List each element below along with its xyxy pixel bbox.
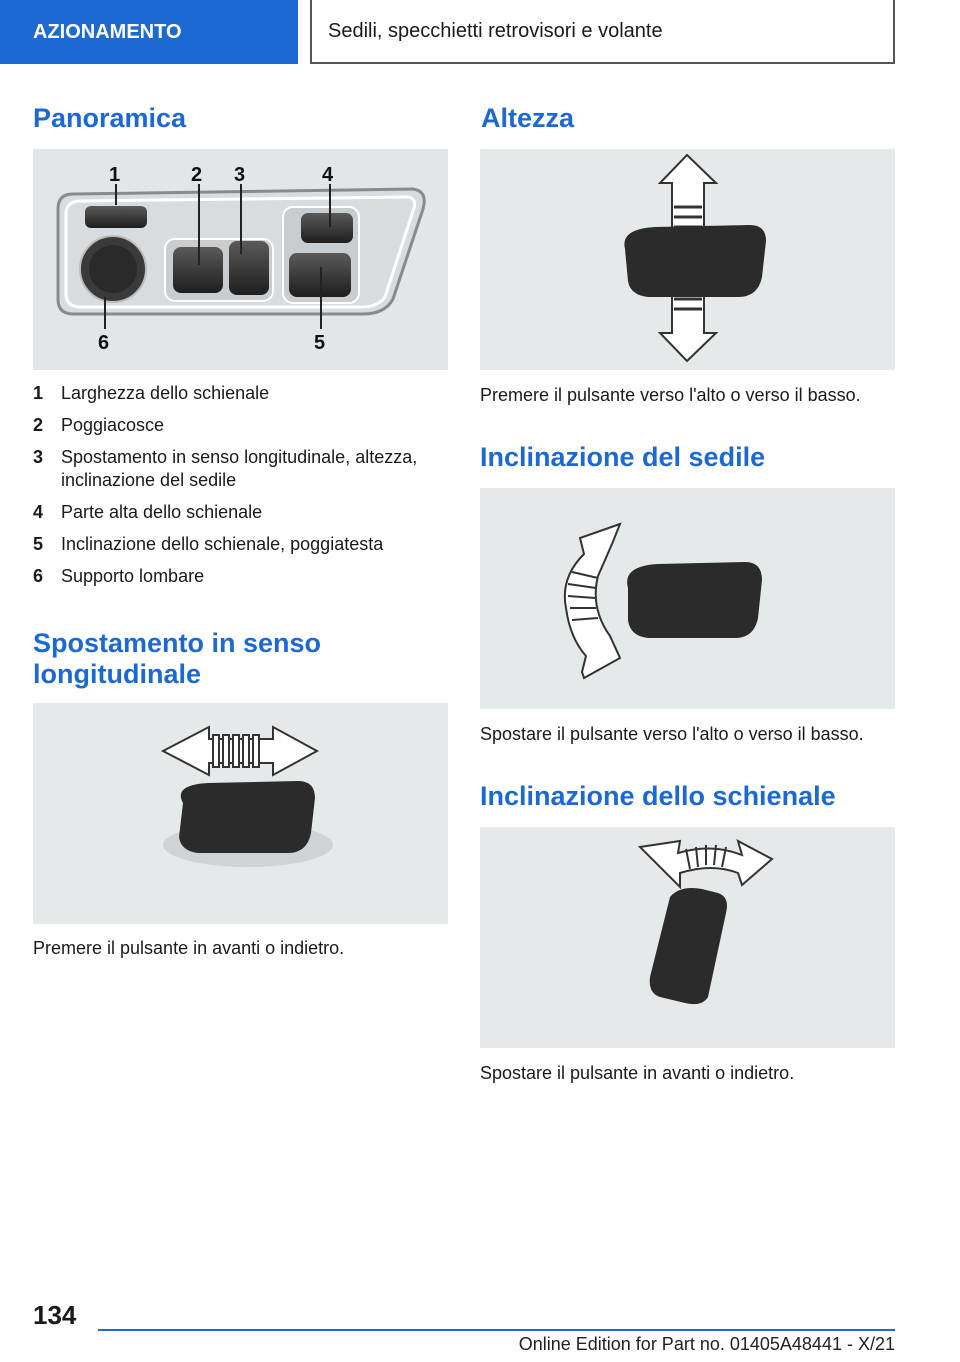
list-item: 5 Inclinazione dello schienale, poggiatesta xyxy=(33,534,384,554)
chapter-title: Sedili, specchietti retrovisori e volante xyxy=(328,19,663,42)
incl-schienale-heading: Inclinazione dello schienale xyxy=(480,781,836,811)
seat-tilt-figure xyxy=(480,488,895,709)
section-title: AZIONAMENTO xyxy=(33,20,182,43)
list-item: 3 Spostamento in senso longitudinale, altezza, inclinazione del sedile xyxy=(33,447,418,490)
list-item: 6 Supporto lombare xyxy=(33,566,205,586)
incl-schienale-text: Spostare il pulsante in avanti o indietro. xyxy=(480,1063,795,1083)
fig-label-6: 6 xyxy=(98,332,110,354)
longitudinal-adjust-figure xyxy=(33,703,448,924)
altezza-heading: Altezza xyxy=(481,103,575,133)
incl-sedile-heading: Inclinazione del sedile xyxy=(480,442,766,472)
longitudinale-heading: Spostamento in senso longitudinale xyxy=(33,628,322,689)
fig-label-3: 3 xyxy=(234,164,246,186)
incl-sedile-text: Spostare il pulsante verso l'alto o verso il basso. xyxy=(480,724,864,744)
fig-label-2: 2 xyxy=(191,164,203,186)
longitudinale-text: Premere il pulsante in avanti o indietro. xyxy=(33,938,345,958)
chapter-header xyxy=(310,0,895,64)
fig-label-1: 1 xyxy=(109,164,121,186)
footer-divider xyxy=(98,1329,895,1331)
edition-footer: Online Edition for Part no. 01405A48441 - X/21 xyxy=(518,1334,895,1354)
list-item: 1 Larghezza dello schienale xyxy=(33,383,270,403)
overview-legend-list xyxy=(33,382,448,597)
backrest-tilt-figure xyxy=(480,827,895,1048)
section-tab xyxy=(0,0,298,64)
page-number: 134 xyxy=(33,1300,77,1330)
list-item: 4 Parte alta dello schienale xyxy=(33,502,263,522)
seat-controls-overview-figure xyxy=(33,149,448,370)
list-item: 2 Poggiacosce xyxy=(33,415,165,435)
fig-label-4: 4 xyxy=(322,164,334,186)
altezza-text: Premere il pulsante verso l'alto o verso il basso. xyxy=(480,385,861,405)
fig-label-5: 5 xyxy=(314,332,326,354)
panoramica-heading: Panoramica xyxy=(33,103,187,133)
height-adjust-figure xyxy=(480,149,895,370)
